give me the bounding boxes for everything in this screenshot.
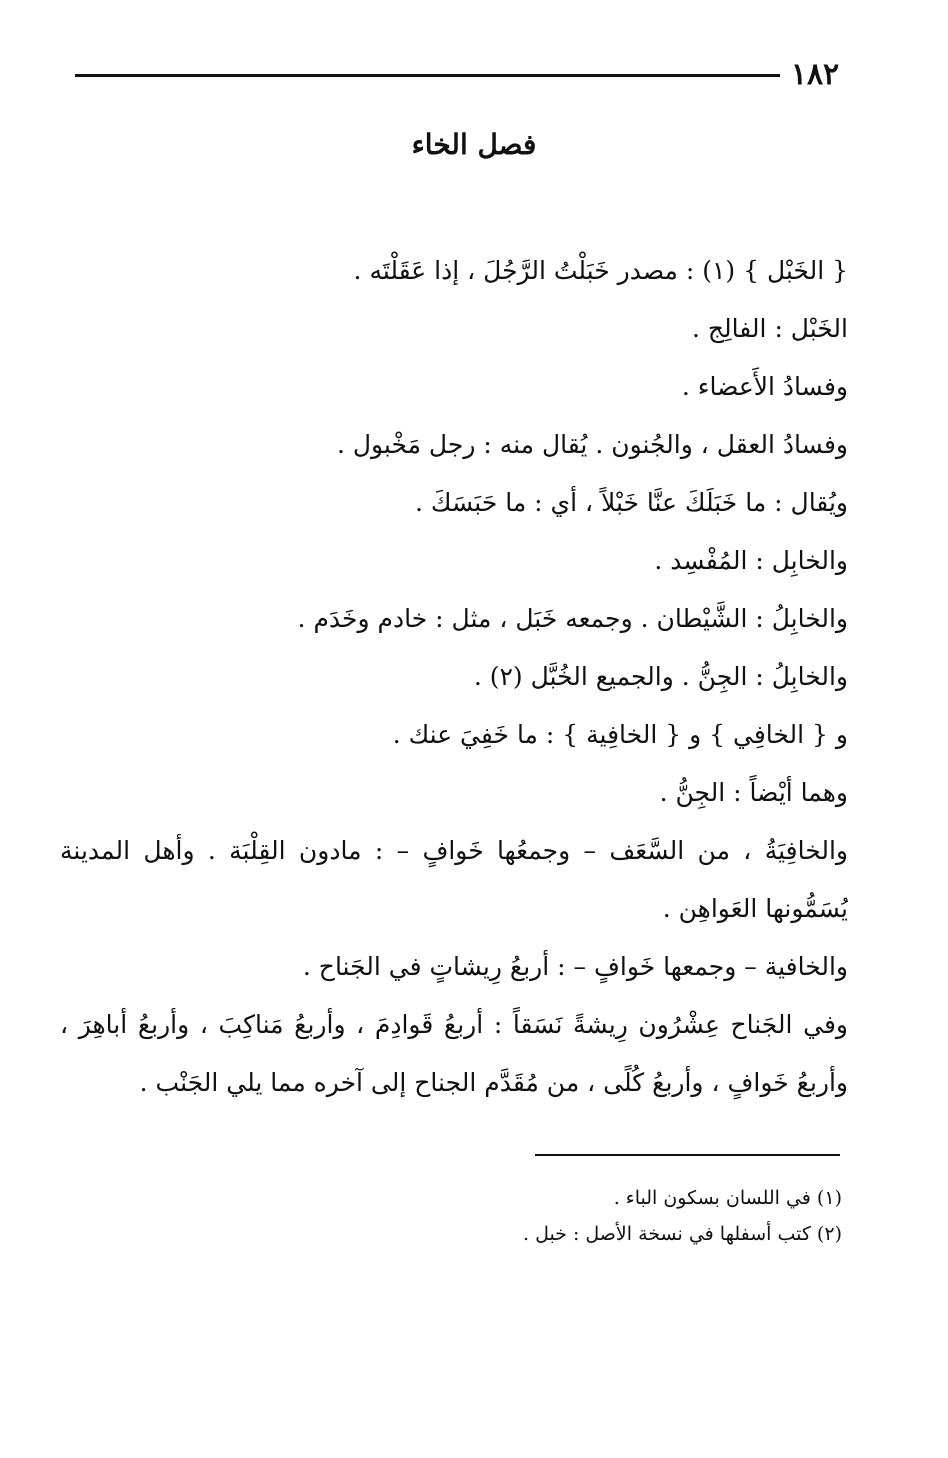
text-line: والخابِل : المُفْسِد .	[654, 546, 848, 575]
footnote-rule	[535, 1154, 840, 1156]
text-line: والخابِلُ : الجِنُّ . والجميع الخُبَّل (٢) .	[473, 662, 848, 691]
text-line: وفسادُ العقل ، والجُنون . يُقال منه : رجل مَخْبول .	[336, 430, 848, 459]
text-line: والخابِلُ : الشَّيْطان . وجمعه خَبَل ، مثل : خادم وخَدَم .	[297, 604, 848, 633]
text-line: الخَبْل : الفالِج .	[692, 314, 848, 343]
section-title: فصل الخاء	[411, 128, 537, 161]
footnote: (١) في اللسان بسكون الباء .	[613, 1187, 842, 1209]
footnote: (٢) كتب أسفلها في نسخة الأصل : خبل .	[522, 1223, 842, 1245]
text-line: يُسَمُّونها العَواهِن .	[662, 894, 848, 923]
text-line: والخافية – وجمعها خَوافٍ – : أربعُ رِيشاتٍ في الجَناح .	[302, 952, 848, 981]
text-line: وأربعُ خَوافٍ ، وأربعُ كُلًى ، من مُقَدَّم الجناح إلى آخره مما يلي الجَنْب .	[139, 1068, 848, 1097]
header-rule	[75, 74, 780, 77]
text-line: و { الخافِي } و { الخافِية } : ما خَفِيَ عنك .	[392, 720, 848, 749]
page-number: ١٨٢	[790, 57, 840, 92]
text-line: وفي الجَناح عِشْرُون رِيشةً نَسَقاً : أربعُ قَوادِمَ ، وأربعُ مَناكِبَ ، وأربعُ أباهِرَ ،	[60, 1010, 848, 1039]
entry-body	[60, 242, 848, 1112]
footnotes	[200, 1180, 842, 1252]
text-line: والخافِيَةُ ، من السَّعَف – وجمعُها خَوافٍ – : مادون القِلْبَة . وأهل المدينة	[60, 836, 848, 865]
text-line: ويُقال : ما خَبَلَكَ عنَّا خَبْلاً ، أي : ما حَبَسَكَ .	[415, 488, 848, 517]
text-line: وفسادُ الأَعضاء .	[681, 372, 848, 401]
text-line: وهما أيْضاً : الجِنُّ .	[659, 778, 848, 807]
text-line: { الخَبْل } (١) : مصدر خَبَلْتُ الرَّجُلَ ، إذا عَقَلْتَه .	[353, 256, 848, 285]
